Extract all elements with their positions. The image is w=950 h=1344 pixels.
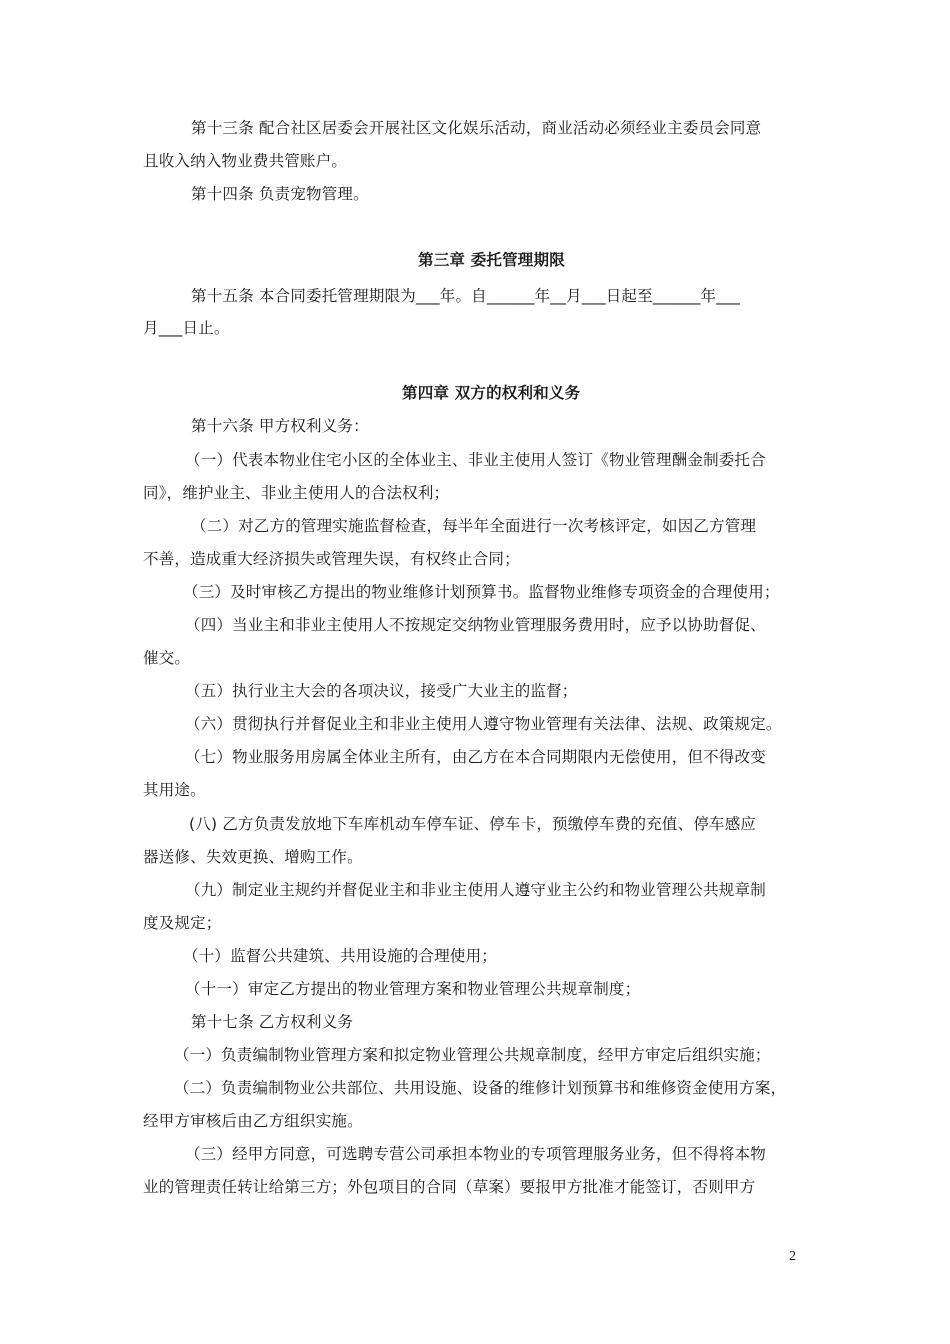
article-16-title: 第十六条 甲方权利义务： bbox=[191, 417, 369, 435]
chapter-3-heading: 第三章 委托管理期限 bbox=[418, 251, 565, 269]
article-14: 第十四条 负责宠物管理。 bbox=[191, 185, 369, 203]
clause-16-10: （十）监督公共建筑、共用设施的合理使用； bbox=[183, 947, 498, 965]
clause-16-7-line-1: （七）物业服务用房属全体业主所有，由乙方在本合同期限内无偿使用，但不得改变 bbox=[185, 748, 766, 766]
clause-16-3: （三）及时审核乙方提出的物业维修计划预算书。监督物业维修专项资金的合理使用； bbox=[183, 583, 780, 601]
article-13-line-2: 且收入纳入物业费共管账户。 bbox=[143, 152, 348, 170]
clause-17-2-line-2: 经甲方审核后由乙方组织实施。 bbox=[143, 1112, 363, 1130]
clause-17-3-line-2: 业的管理责任转让给第三方；外包项目的合同（草案）要报甲方批准才能签订，否则甲方 bbox=[143, 1178, 756, 1196]
page-number: 2 bbox=[789, 1249, 796, 1264]
chapter-4-heading: 第四章 双方的权利和义务 bbox=[402, 384, 581, 402]
clause-16-2-line-1: （二）对乙方的管理实施监督检查，每半年全面进行一次考核评定，如因乙方管理 bbox=[191, 517, 757, 535]
clause-16-1-line-2: 同》，维护业主、非业主使用人的合法权利； bbox=[143, 484, 450, 502]
article-13-line-1: 第十三条 配合社区居委会开展社区文化娱乐活动，商业活动必须经业主委员会同意 bbox=[191, 119, 762, 137]
clause-17-1: （一）负责编制物业管理方案和拟定物业管理公共规章制度，经甲方审定后组织实施； bbox=[174, 1046, 771, 1064]
clause-16-8-line-1: (八) 乙方负责发放地下车库机动车停车证、停车卡，预缴停车费的充值、停车感应 bbox=[189, 815, 757, 833]
clause-16-11: （十一）审定乙方提出的物业管理方案和物业管理公共规章制度； bbox=[185, 980, 641, 998]
article-15-line-1: 第十五条 本合同委托管理期限为___年。自______年__月___日起至______年___ bbox=[191, 287, 741, 305]
clause-16-2-line-2: 不善，造成重大经济损失或管理失误，有权终止合同； bbox=[143, 550, 520, 568]
clause-17-2-line-1: （二）负责编制物业公共部位、共用设施、设备的维修计划预算书和维修资金使用方案， bbox=[174, 1079, 787, 1097]
article-17-title: 第十七条 乙方权利义务 bbox=[191, 1013, 354, 1031]
clause-16-1-line-1: （一）代表本物业住宅小区的全体业主、非业主使用人签订《物业管理酬金制委托合 bbox=[185, 451, 766, 469]
clause-16-4-line-1: （四）当业主和非业主使用人不按规定交纳物业管理服务费用时，应予以协助督促、 bbox=[185, 616, 766, 634]
clause-16-8-line-2: 器送修、失效更换、增购工作。 bbox=[143, 848, 363, 866]
clause-16-9-line-2: 度及规定； bbox=[143, 914, 222, 932]
clause-16-5: （五）执行业主大会的各项决议，接受广大业主的监督； bbox=[185, 682, 578, 700]
clause-16-4-line-2: 催交。 bbox=[143, 649, 191, 667]
clause-16-7-line-2: 其用途。 bbox=[143, 781, 206, 799]
article-15-line-2: 月___日止。 bbox=[143, 319, 230, 337]
clause-17-3-line-1: （三）经甲方同意，可选聘专营公司承担本物业的专项管理服务业务，但不得将本物 bbox=[185, 1145, 766, 1163]
clause-16-9-line-1: （九）制定业主规约并督促业主和非业主使用人遵守业主公约和物业管理公共规章制 bbox=[185, 881, 766, 899]
clause-16-6: （六）贯彻执行并督促业主和非业主使用人遵守物业管理有关法律、法规、政策规定。 bbox=[185, 715, 782, 733]
